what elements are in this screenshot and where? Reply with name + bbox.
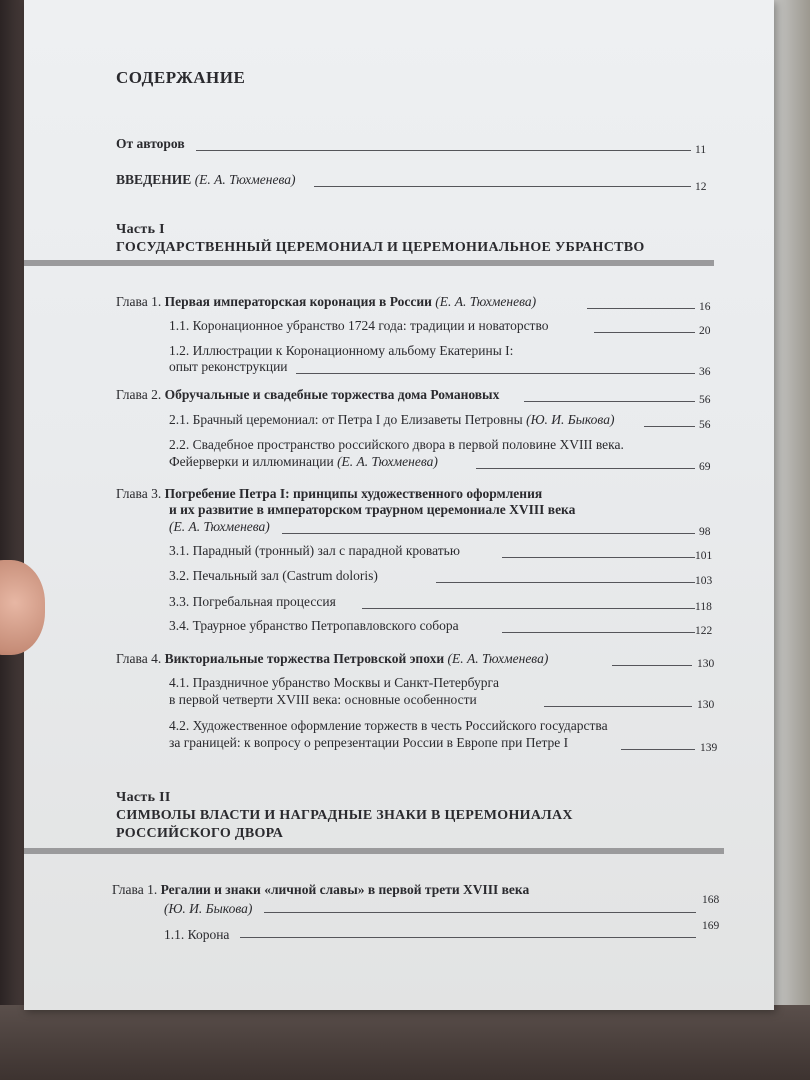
- page-number: 20: [699, 325, 711, 337]
- toc-chapter: [116, 486, 542, 502]
- page-number: 98: [699, 526, 711, 538]
- toc-section: 4.2. Художественное оформление торжеств в честь Российского государства: [169, 718, 608, 733]
- toc-section-cont: опыт реконструкции: [169, 359, 288, 374]
- part-divider: [24, 260, 714, 266]
- toc-section: 3.1. Парадный (тронный) зал с парадной кроватью: [169, 543, 460, 558]
- toc-entry-introduction: [116, 172, 295, 188]
- toc-chapter: [112, 882, 529, 898]
- entry-author: (Ю. И. Быкова): [164, 901, 253, 916]
- leader-line: [644, 426, 695, 427]
- book-edge-right: [770, 0, 810, 1080]
- leader-line: [594, 332, 695, 333]
- page-number: 36: [699, 366, 711, 378]
- entry-author: (Ю. И. Быкова): [526, 412, 615, 427]
- toc-section: 3.3. Погребальная процессия: [169, 594, 336, 609]
- entry-title: ВВЕДЕНИЕ: [116, 172, 192, 187]
- page-number: 12: [695, 181, 707, 193]
- chapter-prefix: Глава 1.: [112, 882, 158, 897]
- toc-section: 4.1. Праздничное убранство Москвы и Санкт-Петербурга: [169, 675, 500, 690]
- part-label: Часть I: [116, 222, 165, 237]
- chapter-title: Викториальные торжества Петровской эпохи: [164, 651, 445, 666]
- chapter-prefix: Глава 4.: [116, 651, 162, 666]
- part-title-cont: РОССИЙСКОГО ДВОРА: [116, 826, 284, 841]
- leader-line: [196, 150, 691, 151]
- leader-line: [362, 608, 695, 609]
- chapter-title-cont: и их развитие в императорском траурном церемониале XVIII века: [169, 502, 576, 517]
- entry-author: (Е. А. Тюхменева): [194, 172, 296, 187]
- toc-section: [169, 412, 614, 428]
- leader-line: [502, 632, 695, 633]
- chapter-title: Погребение Петра I: принципы художественного оформления: [164, 486, 543, 501]
- page-number: 11: [695, 144, 707, 156]
- part-title: СИМВОЛЫ ВЛАСТИ И НАГРАДНЫЕ ЗНАКИ В ЦЕРЕМОНИАЛАХ: [116, 808, 573, 823]
- entry-author: (Е. А. Тюхменева): [447, 651, 549, 666]
- toc-section-cont: в первой четверти XVIII века: основные особенности: [169, 692, 477, 707]
- page-title: СОДЕРЖАНИЕ: [116, 68, 246, 87]
- leader-line: [544, 706, 692, 707]
- leader-line: [282, 533, 695, 534]
- leader-line: [264, 912, 696, 913]
- table-surface: [0, 1005, 810, 1080]
- page-number: 56: [699, 394, 711, 406]
- toc-section-cont: [169, 454, 438, 470]
- leader-line: [240, 937, 696, 938]
- page-number: 139: [700, 742, 718, 754]
- page-number: 69: [699, 461, 711, 473]
- chapter-prefix: Глава 3.: [116, 486, 162, 501]
- toc-chapter: [116, 294, 536, 310]
- chapter-prefix: Глава 2.: [116, 387, 162, 402]
- chapter-title: Обручальные и свадебные торжества дома Романовых: [164, 387, 500, 402]
- toc-section: 1.1. Корона: [164, 927, 230, 942]
- entry-author: (Е. А. Тюхменева): [169, 519, 270, 534]
- page-number: 103: [695, 575, 713, 587]
- chapter-prefix: Глава 1.: [116, 294, 162, 309]
- page-number: 168: [702, 894, 720, 906]
- toc-section: 1.2. Иллюстрации к Коронационному альбому Екатерины I:: [169, 343, 514, 358]
- leader-line: [436, 582, 695, 583]
- toc-section: 2.2. Свадебное пространство российского двора в первой половине XVIII века.: [169, 437, 624, 452]
- leader-line: [612, 665, 692, 666]
- toc-chapter: [116, 387, 499, 403]
- section-title: Фейерверки и иллюминации: [169, 454, 334, 469]
- page-number: 130: [697, 658, 715, 670]
- part-title: ГОСУДАРСТВЕННЫЙ ЦЕРЕМОНИАЛ И ЦЕРЕМОНИАЛЬНОЕ УБРАНСТВО: [116, 240, 645, 255]
- entry-author: (Е. А. Тюхменева): [435, 294, 537, 309]
- chapter-title: Регалии и знаки «личной славы» в первой трети XVIII века: [160, 882, 530, 897]
- page-number: 122: [695, 625, 713, 637]
- page-number: 118: [695, 601, 712, 613]
- entry-author: (Е. А. Тюхменева): [337, 454, 438, 469]
- leader-line: [621, 749, 695, 750]
- leader-line: [587, 308, 695, 309]
- chapter-title: Первая императорская коронация в России: [164, 294, 432, 309]
- page-number: 16: [699, 301, 711, 313]
- leader-line: [502, 557, 695, 558]
- page-number: 130: [697, 699, 715, 711]
- toc-section-cont: за границей: к вопросу о репрезентации России в Европе при Петре I: [169, 735, 569, 750]
- section-title: 2.1. Брачный церемониал: от Петра I до Елизаветы Петровны: [169, 412, 523, 427]
- leader-line: [296, 373, 695, 374]
- leader-line: [476, 468, 695, 469]
- book-page: [24, 0, 774, 1010]
- leader-line: [314, 186, 691, 187]
- page-number: 169: [702, 920, 720, 932]
- toc-section: 3.4. Траурное убранство Петропавловского собора: [169, 618, 459, 633]
- part-divider: [24, 848, 724, 854]
- toc-section: 1.1. Коронационное убранство 1724 года: традиции и новаторство: [169, 318, 549, 333]
- toc-section: 3.2. Печальный зал (Castrum doloris): [169, 568, 378, 583]
- toc-chapter: [116, 651, 548, 667]
- toc-entry-authors: От авторов: [116, 136, 185, 151]
- page-number: 56: [699, 419, 711, 431]
- page-number: 101: [695, 550, 713, 562]
- part-label: Часть II: [116, 790, 171, 805]
- leader-line: [524, 401, 695, 402]
